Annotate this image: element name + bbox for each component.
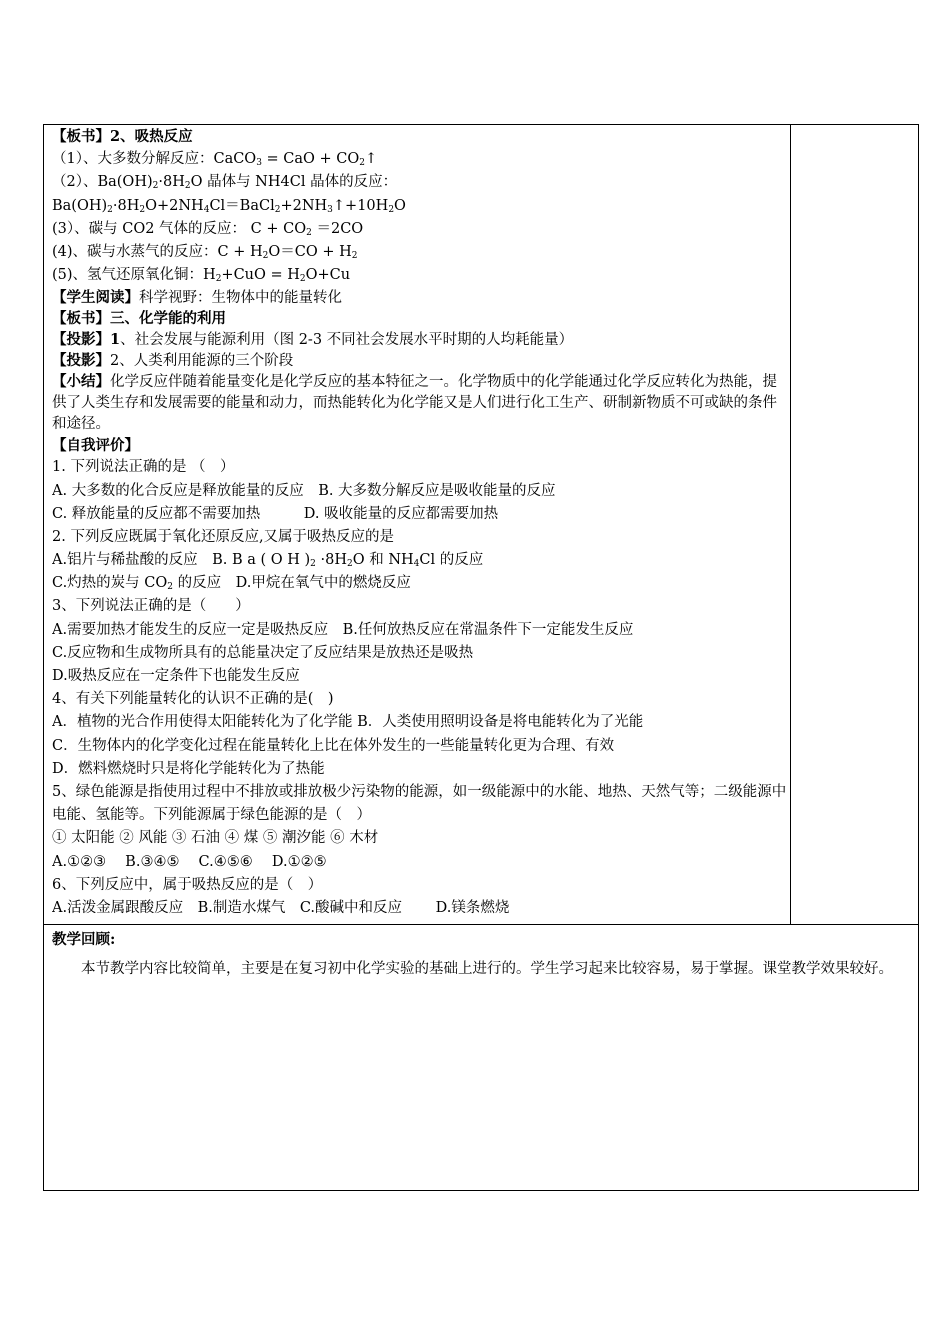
- lesson-content: [52, 125, 788, 920]
- board-heading-utilization: 【板书】三、化学能的利用: [52, 310, 226, 328]
- question-1: 1. 下列说法正确的是 （ ）: [52, 459, 235, 476]
- self-evaluation-heading: 【自我评价】: [52, 437, 139, 455]
- question-1-options-ab: A. 大多数的化合反应是释放能量的反应 B. 大多数分解反应是吸收能量的反应: [52, 482, 556, 499]
- question-4: 4、有关下列能量转化的认识不正确的是( ): [52, 691, 334, 708]
- question-4-options-ab: A．植物的光合作用使得太阳能转化为了化学能 B．人类使用照明设备是将电能转化为了光能: [52, 714, 644, 731]
- lesson-table: [43, 124, 919, 1191]
- question-3: 3、下列说法正确的是（ ）: [52, 598, 250, 615]
- line-equation: $Ba(OH)_2\cdot 8H_2O+2NH_4Cl=BaCl_2+2NH_3↑+10H_2O$: [52, 197, 406, 215]
- question-5-options: A.①②③ B.③④⑤ C.④⑤⑥ D.①②⑤: [52, 853, 327, 870]
- question-4-option-d: D．燃料燃烧时只是将化学能转化为了热能: [52, 760, 325, 777]
- board-heading-endothermic: 【板书】2、吸热反应: [52, 128, 193, 145]
- projection-2: 【投影】2、人类利用能源的三个阶段: [52, 352, 294, 370]
- review-title: 教学回顾:: [52, 931, 116, 948]
- question-4-option-c: C．生物体内的化学变化过程在能量转化上比在体外发生的一些能量转化更为合理、有效: [52, 737, 615, 754]
- line-carbon-co2: (3）、碳与 CO2 气体的反应： $C + CO_2 =2CO$: [52, 220, 364, 238]
- question-2-options-ab: A.铝片与稀盐酸的反应 B. B a ( O H )$_2 \cdot 8H_2O$ 和 $NH_4Cl$ 的反应: [52, 552, 484, 570]
- question-6: 6、下列反应中，属于吸热反应的是（ ）: [52, 876, 323, 893]
- teaching-review: [52, 928, 912, 982]
- question-2-options-cd: C.灼热的炭与 $CO_2$ 的反应 D.甲烷在氧气中的燃烧反应: [52, 575, 411, 593]
- projection-1: 【投影】1、社会发展与能源利用（图 2-3 不同社会发展水平时期的人均耗能量）: [52, 331, 574, 349]
- line-barium-hydroxide: （2）、$Ba(OH)_2\cdot 8H_2O$ 晶体与 NH4Cl 晶体的反应：: [52, 174, 398, 192]
- line-hydrogen-cuo: (5)、氢气还原氧化铜：$H_2+CuO = H_2O+Cu$: [52, 267, 351, 285]
- question-1-options-cd: C. 释放能量的反应都不需要加热 D. 吸收能量的反应都需要加热: [52, 505, 499, 522]
- question-5-items: ① 太阳能 ② 风能 ③ 石油 ④ 煤 ⑤ 潮汐能 ⑥ 木材: [52, 830, 379, 847]
- student-reading: 【学生阅读】科学视野：生物体中的能量转化: [52, 289, 342, 307]
- line-carbon-steam: (4)、碳与水蒸气的反应：$C + H_2O=CO + H_2$: [52, 243, 358, 261]
- question-3-option-d: D.吸热反应在一定条件下也能发生反应: [52, 668, 300, 684]
- content-row: [44, 125, 918, 925]
- column-divider: [790, 125, 791, 924]
- summary: 【小结】化学反应伴随着能量变化是化学反应的基本特征之一。化学物质中的化学能通过化学反应转化为热能，提供了人类生存和发展需要的能量和动力，而热能转化为化学能又是人们进行化工生产、研制新物质不可或缺的条件和途径。: [52, 373, 777, 433]
- question-6-options: A.活泼金属跟酸反应 B.制造水煤气 C.酸碱中和反应 D.镁条燃烧: [52, 899, 510, 916]
- line-decomposition: （1）、大多数分解反应：CaCO$_3$ = CaO + $CO_2↑$: [52, 151, 378, 169]
- question-3-options-ab: A.需要加热才能发生的反应一定是吸热反应 B.任何放热反应在常温条件下一定能发生反应: [52, 621, 634, 638]
- question-3-option-c: C.反应物和生成物所具有的总能量决定了反应结果是放热还是吸热: [52, 644, 474, 661]
- question-2: 2. 下列反应既属于氧化还原反应,又属于吸热反应的是: [52, 528, 395, 545]
- review-text: 本节教学内容比较简单，主要是在复习初中化学实验的基础上进行的。学生学习起来比较容易，易于掌握。课堂教学效果较好。: [81, 961, 893, 977]
- question-5: 5、绿色能源是指使用过程中不排放或排放极少污染物的能源，如一级能源中的水能、地热、天然气等；二级能源中电能、氢能等。下列能源属于绿色能源的是（ ）: [52, 783, 787, 824]
